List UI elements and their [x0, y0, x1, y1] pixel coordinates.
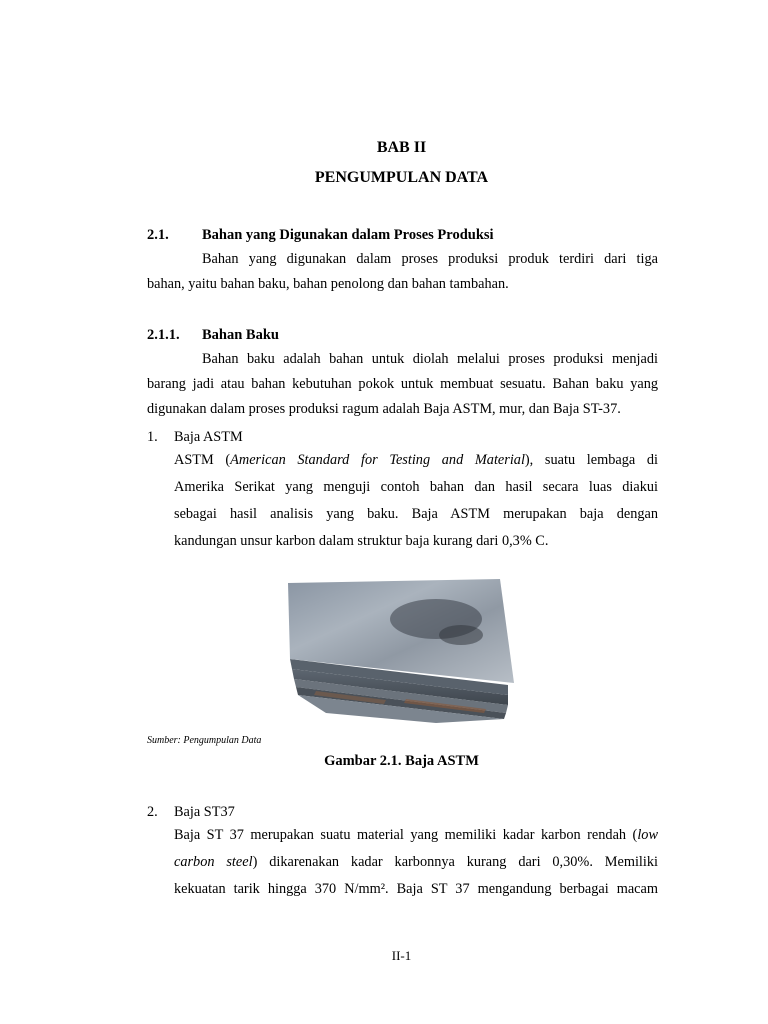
- paragraph: [147, 247, 658, 297]
- steel-plates-photo: [286, 579, 518, 723]
- text-run: ASTM (: [174, 452, 231, 468]
- paragraph-line: bahan, yaitu bahan baku, bahan penolong dan bahan tambahan.: [147, 276, 509, 292]
- list-item-title: Baja ASTM: [174, 429, 243, 445]
- paragraph-line: sebagai hasil analisis yang baku. Baja ASTM merupakan baja dengan: [174, 506, 658, 522]
- list-item-number: 2.: [147, 804, 158, 820]
- italic-term: American Standard for Testing and Material: [230, 452, 525, 468]
- paragraph-line: Amerika Serikat yang menguji contoh bahan dan hasil secara luas diakui: [174, 479, 658, 495]
- page-number: II-1: [391, 948, 412, 963]
- subsection-title: Bahan Baku: [202, 327, 279, 343]
- figure-caption: Gambar 2.1. Baja ASTM: [324, 753, 479, 769]
- paragraph-line: Bahan yang digunakan dalam proses produksi produk terdiri dari tiga: [202, 251, 658, 267]
- paragraph-line: [174, 822, 658, 849]
- paragraph-line: kandungan unsur karbon dalam struktur baja kurang dari 0,3% C.: [174, 533, 549, 549]
- section-number: 2.1.: [147, 227, 169, 243]
- paragraph-line: [174, 849, 658, 876]
- chapter-title: PENGUMPULAN DATA: [314, 169, 489, 186]
- paragraph-line: barang jadi atau bahan kebutuhan pokok untuk membuat sesuatu. Bahan baku yang: [147, 376, 658, 392]
- section-title: Bahan yang Digunakan dalam Proses Produksi: [202, 227, 494, 243]
- chapter-label: BAB II: [376, 139, 427, 156]
- paragraph-line: digunakan dalam proses produksi ragum adalah Baja ASTM, mur, dan Baja ST-37.: [147, 401, 621, 417]
- list-item-title: Baja ST37: [174, 804, 235, 820]
- text-run: ) dikarenakan kadar karbonnya kurang dari 0,30%. Memiliki: [252, 854, 658, 870]
- paragraph-line: [174, 447, 658, 474]
- paragraph-line: kekuatan tarik hingga 370 N/mm². Baja ST 37 mengandung berbagai macam: [174, 881, 658, 897]
- text-run: ), suatu lembaga di: [524, 452, 658, 468]
- list-item-body: [174, 822, 658, 903]
- paragraph: [147, 347, 658, 422]
- paragraph-line: Bahan baku adalah bahan untuk diolah melalui proses produksi menjadi: [202, 351, 658, 367]
- subsection-number: 2.1.1.: [147, 327, 180, 343]
- list-item-body: [174, 447, 658, 555]
- figure-source: Sumber: Pengumpulan Data: [147, 735, 262, 746]
- italic-term: carbon steel: [174, 854, 253, 870]
- list-item-number: 1.: [147, 429, 158, 445]
- text-run: Baja ST 37 merupakan suatu material yang memiliki kadar karbon rendah (: [174, 827, 638, 843]
- italic-term: low: [637, 827, 658, 843]
